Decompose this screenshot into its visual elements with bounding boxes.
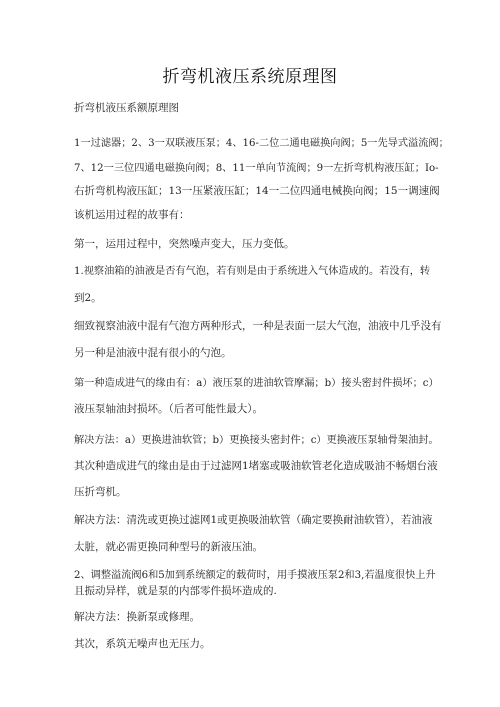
paragraph-line: 其次，系筑无噪声也无压力。 bbox=[74, 638, 211, 650]
paragraph-line: 压折弯机。 bbox=[74, 486, 127, 498]
paragraph-line: 该机运用过程的故事有： bbox=[74, 209, 190, 221]
paragraph-line: 第一种造成进气的缘由有：a）液压泵的进油软管摩漏；b）接头密封件损坏；c） bbox=[74, 378, 439, 389]
paragraph-line: 另一种是油液中混有很小的勺泡。 bbox=[74, 347, 232, 359]
paragraph-line: 细致视察油液中混有气泡方两种形式，一种是表面一层大气泡，油液中几乎没有 bbox=[74, 320, 442, 332]
paragraph-line: 且振动异样，就是泵的内部零件损坏造成的. bbox=[74, 585, 277, 597]
paragraph-line: 到2。 bbox=[74, 292, 102, 304]
document-title: 折弯机液压系统原理图 bbox=[162, 67, 338, 87]
paragraph-line: 右折弯机构液压缸；13一压紧液压缸；14一二位四通电械换向阀；15一调速阀 bbox=[74, 185, 440, 197]
paragraph-line: 液压泵轴油封损坏。（后者可能性最大）。 bbox=[74, 403, 263, 415]
document-subtitle: 折弯机液压系额原理图 bbox=[74, 102, 179, 114]
paragraph-line: 解决方法：a）更换进油软管；b）更换接头密封件；c）更换液压泵轴骨架油封。 bbox=[74, 435, 439, 446]
paragraph-line: 第一，运用过程中，突然噪声变大，压力变低。 bbox=[74, 238, 295, 250]
paragraph-line: 1一过滤器；2、3一双联液压泵；4、16-二位二通电磁换向阀；5一先导式溢流阀； bbox=[74, 138, 449, 149]
paragraph-line: 7、12一三位四通电磁换向阀；8、11一单向节流阀；9一左折弯机构液压缸；Io- bbox=[74, 163, 439, 174]
paragraph-line: 1.视察油箱的油液是否有气泡，若有则是由于系统进入气体造成的。若没有，转 bbox=[74, 266, 431, 277]
paragraph-line: 2、调整溢流阀6和5加到系统额定的载荷时，用手摸液压泵2和3,若温度很快上升 bbox=[74, 570, 436, 581]
paragraph-line: 解决方法：清洗或更换过滤网1或更换吸油软管（确定要换耐油软管），若油液 bbox=[74, 514, 433, 526]
paragraph-line: 解决方法：换新泵或修理。 bbox=[74, 611, 200, 623]
paragraph-line: 其次种造成进气的缘由是由于过滤网1堵塞或吸油软管老化造成吸油不畅烟台液 bbox=[74, 460, 438, 472]
paragraph-line: 太脏，就必需更换同种型号的新液压油。 bbox=[74, 541, 263, 553]
